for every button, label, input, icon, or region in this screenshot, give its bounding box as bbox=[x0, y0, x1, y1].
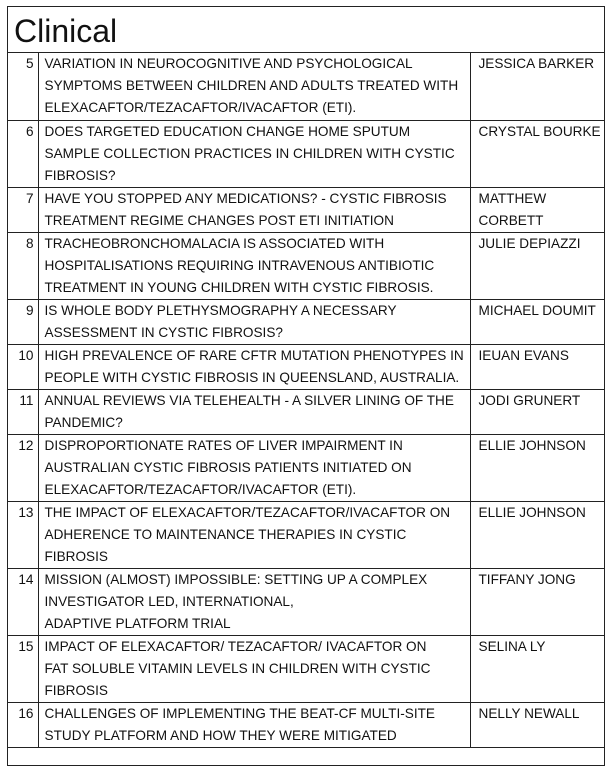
abstract-number: 11 bbox=[8, 389, 38, 434]
abstract-list-frame bbox=[7, 6, 605, 766]
abstract-number: 6 bbox=[8, 120, 38, 187]
abstract-author: IEUAN EVANS bbox=[470, 344, 604, 389]
abstract-number: 12 bbox=[8, 434, 38, 501]
abstract-number: 15 bbox=[8, 635, 38, 702]
abstract-number: 9 bbox=[8, 299, 38, 344]
table-row bbox=[8, 187, 604, 232]
table-row bbox=[8, 635, 604, 702]
abstract-author: TIFFANY JONG bbox=[470, 568, 604, 635]
abstract-author: JESSICA BARKER bbox=[470, 53, 604, 120]
table-row bbox=[8, 120, 604, 187]
table-row bbox=[8, 389, 604, 434]
section-title: Clinical bbox=[8, 7, 604, 53]
abstract-title: DISPROPORTIONATE RATES OF LIVER IMPAIRMENT IN AUSTRALIAN CYSTIC FIBROSIS PATIENTS INITIATED ON ELEXACAFTOR/TEZACAFTOR/IVACAFTOR (ETI). bbox=[38, 434, 470, 501]
abstract-title: DOES TARGETED EDUCATION CHANGE HOME SPUTUM SAMPLE COLLECTION PRACTICES IN CHILDREN WITH CYSTIC FIBROSIS? bbox=[38, 120, 470, 187]
abstract-title: THE IMPACT OF ELEXACAFTOR/TEZACAFTOR/IVACAFTOR ON ADHERENCE TO MAINTENANCE THERAPIES IN CYSTIC FIBROSIS bbox=[38, 501, 470, 568]
abstract-title: MISSION (ALMOST) IMPOSSIBLE: SETTING UP A COMPLEX INVESTIGATOR LED, INTERNATIONAL, ADAPTIVE PLATFORM TRIAL bbox=[38, 568, 470, 635]
abstract-author: MICHAEL DOUMIT bbox=[470, 299, 604, 344]
abstract-author: ELLIE JOHNSON bbox=[470, 501, 604, 568]
abstract-number: 5 bbox=[8, 53, 38, 120]
abstract-number: 13 bbox=[8, 501, 38, 568]
abstract-title: HIGH PREVALENCE OF RARE CFTR MUTATION PHENOTYPES IN PEOPLE WITH CYSTIC FIBROSIS IN QUEENSLAND, AUSTRALIA. bbox=[38, 344, 470, 389]
table-row bbox=[8, 344, 604, 389]
abstract-title: CHALLENGES OF IMPLEMENTING THE BEAT-CF MULTI-SITE STUDY PLATFORM AND HOW THEY WERE MITIGATED bbox=[38, 702, 470, 747]
abstract-title: VARIATION IN NEUROCOGNITIVE AND PSYCHOLOGICAL SYMPTOMS BETWEEN CHILDREN AND ADULTS TREATED WITH ELEXACAFTOR/TEZACAFTOR/IVACAFTOR (ETI). bbox=[38, 53, 470, 120]
abstract-number: 7 bbox=[8, 187, 38, 232]
abstract-author: CRYSTAL BOURKE bbox=[470, 120, 604, 187]
table-row bbox=[8, 232, 604, 299]
abstract-author: JULIE DEPIAZZI bbox=[470, 232, 604, 299]
abstract-title: ANNUAL REVIEWS VIA TELEHEALTH - A SILVER LINING OF THE PANDEMIC? bbox=[38, 389, 470, 434]
abstract-title: TRACHEOBRONCHOMALACIA IS ASSOCIATED WITH HOSPITALISATIONS REQUIRING INTRAVENOUS ANTIBIOTIC TREATMENT IN YOUNG CHILDREN WITH CYSTIC FIBROSIS. bbox=[38, 232, 470, 299]
table-row bbox=[8, 434, 604, 501]
abstract-number: 10 bbox=[8, 344, 38, 389]
table-row bbox=[8, 53, 604, 120]
abstract-author: SELINA LY bbox=[470, 635, 604, 702]
abstract-author: NELLY NEWALL bbox=[470, 702, 604, 747]
table-row bbox=[8, 299, 604, 344]
abstract-title: HAVE YOU STOPPED ANY MEDICATIONS? - CYSTIC FIBROSIS TREATMENT REGIME CHANGES POST ETI INITIATION bbox=[38, 187, 470, 232]
table-row bbox=[8, 702, 604, 747]
abstract-number: 16 bbox=[8, 702, 38, 747]
abstract-author: MATTHEW CORBETT bbox=[470, 187, 604, 232]
abstract-number: 14 bbox=[8, 568, 38, 635]
abstract-table bbox=[8, 53, 604, 748]
table-row bbox=[8, 568, 604, 635]
abstract-number: 8 bbox=[8, 232, 38, 299]
table-row bbox=[8, 501, 604, 568]
abstract-title: IMPACT OF ELEXACAFTOR/ TEZACAFTOR/ IVACAFTOR ON FAT SOLUBLE VITAMIN LEVELS IN CHILDREN WITH CYSTIC FIBROSIS bbox=[38, 635, 470, 702]
abstract-author: JODI GRUNERT bbox=[470, 389, 604, 434]
abstract-author: ELLIE JOHNSON bbox=[470, 434, 604, 501]
abstract-title: IS WHOLE BODY PLETHYSMOGRAPHY A NECESSARY ASSESSMENT IN CYSTIC FIBROSIS? bbox=[38, 299, 470, 344]
